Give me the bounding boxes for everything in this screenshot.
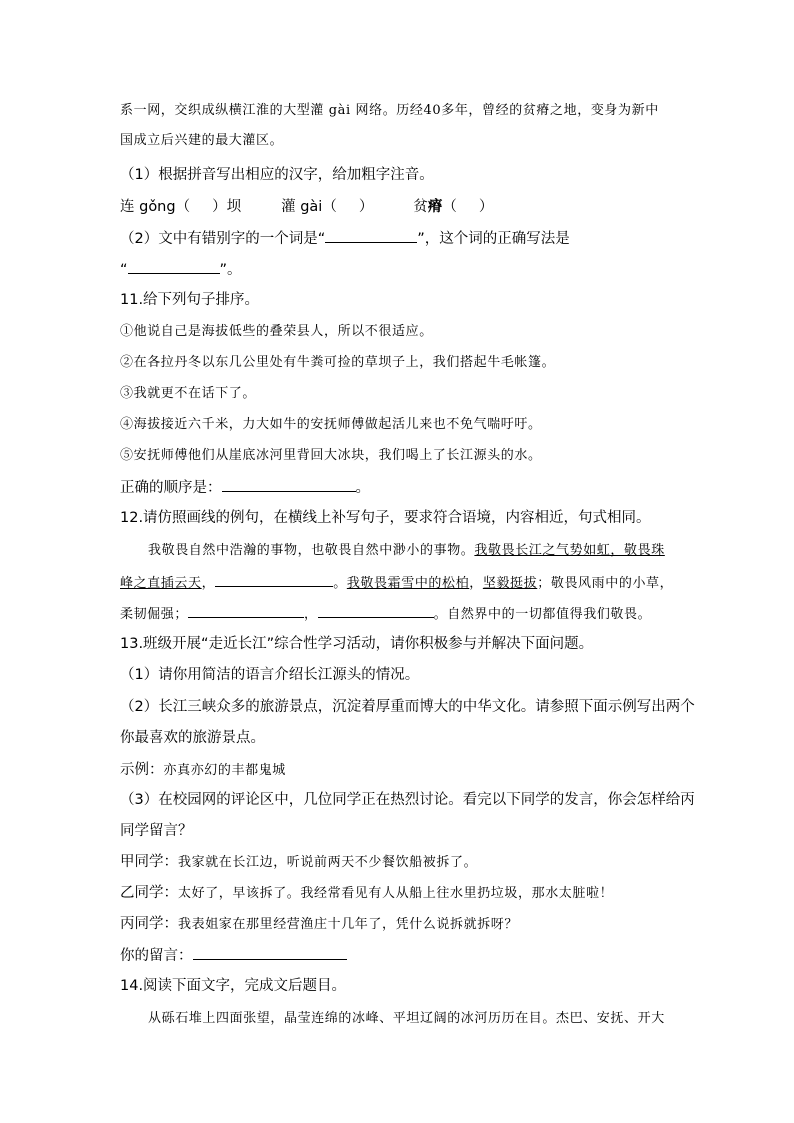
q13-reply-row xyxy=(120,945,347,966)
q12-line-1-text: 我敬畏自然中浩瀚的事物，也敬畏自然中渺小的事物。 xyxy=(148,543,475,558)
q11-answer-label: 正确的顺序是： xyxy=(120,480,222,496)
q13-title: 13.班级开展“走近长江”综合性学习活动，请你积极参与并解决下面问题。 xyxy=(120,636,594,652)
q10-sub2-line2-post: ”。 xyxy=(219,262,242,278)
q14-title: 14.阅读下面文字，完成文后题目。 xyxy=(120,978,347,994)
q11-item-3: ③我就更不在话下了。 xyxy=(120,386,257,401)
speaker-label: 乙同学： xyxy=(120,885,178,901)
pinyin-item-3-pre: 贫 xyxy=(413,199,428,215)
q13-speaker-jia xyxy=(120,852,477,873)
q12-line-3-head: 柔韧倔强； xyxy=(120,607,189,622)
q13-example-text: 亦真亦幻的丰都鬼城 xyxy=(163,763,286,778)
period: 。 xyxy=(333,576,347,591)
speaker-label: 丙同学： xyxy=(120,916,178,932)
comma: ， xyxy=(304,607,318,622)
q12-example-underlined-3: 我敬畏霜雪中的松柏 xyxy=(346,576,470,591)
q11-answer-end: 。 xyxy=(355,480,370,496)
pinyin-item-3-mid: （ xyxy=(442,199,457,215)
q12-line-3 xyxy=(120,603,651,625)
comma: ， xyxy=(469,576,483,591)
speaker-text: 我表姐家在那里经营渔庄十几年了，凭什么说拆就拆呀？ xyxy=(178,917,519,932)
answer-blank-order[interactable] xyxy=(222,477,356,492)
q13-example xyxy=(120,760,286,781)
q13-sub3-line-1: （3）在校园网的评论区中，几位同学正在热烈讨论。看完以下同学的发言，你会怎样给丙 xyxy=(120,792,695,808)
q14-paragraph-1: 从砾石堆上四面张望，晶莹连绵的冰峰、平坦辽阔的冰河历历在目。杰巴、安抚、开大 xyxy=(148,1011,665,1026)
answer-blank-imitate-2[interactable] xyxy=(188,603,304,618)
speaker-label: 甲同学： xyxy=(120,854,178,870)
speaker-text: 我家就在长江边，听说前两天不少餐饮船被拆了。 xyxy=(178,855,478,870)
q13-speaker-yi xyxy=(120,883,613,904)
q12-example-underlined-2: 峰之直插云天 xyxy=(120,576,202,591)
q11-item-5: ⑤安抚师傅他们从崖底冰河里背回大冰块，我们喝上了长江源头的水。 xyxy=(120,448,542,463)
pinyin-item-1-pre: 连 gǒng（ xyxy=(120,199,191,215)
q10-sub2-line-2 xyxy=(120,259,242,280)
pinyin-item-3-bold: 瘠 xyxy=(427,199,443,215)
q13-speaker-bing xyxy=(120,914,518,935)
q10-sub2-line-1 xyxy=(120,228,570,249)
pinyin-item-2-pre: 灌 gài（ xyxy=(281,199,337,215)
q11-answer-row xyxy=(120,477,370,498)
q12-example-underlined-4: 坚毅挺拔 xyxy=(482,576,538,591)
answer-blank-imitate-3[interactable] xyxy=(318,603,434,618)
q11-item-2: ②在各拉丹冬以东几公里处有牛粪可捡的草坝子上，我们搭起牛毛帐篷。 xyxy=(120,355,556,370)
q12-line-1 xyxy=(148,541,665,561)
q10-pinyin-row xyxy=(120,197,493,217)
q13-sub1: （1）请你用简洁的语言介绍长江源头的情况。 xyxy=(120,667,420,683)
q11-item-4: ④海拔接近六千米，力大如牛的安抚师傅做起活儿来也不免气喘吁吁。 xyxy=(120,417,542,432)
answer-blank-reply[interactable] xyxy=(193,945,347,960)
q10-sub2-line2-pre: “ xyxy=(120,262,128,278)
q13-sub3-line-2: 同学留言？ xyxy=(120,823,193,839)
q11-title: 11.给下列句子排序。 xyxy=(120,292,260,308)
speaker-text: 太好了，早该拆了。我经常看见有人从船上往水里扔垃圾，那水太脏啦！ xyxy=(178,886,614,901)
q12-line-2-tail: ；敬畏风雨中的小草， xyxy=(537,576,674,591)
answer-blank-imitate-1[interactable] xyxy=(215,572,333,587)
q13-reply-label: 你的留言： xyxy=(120,948,193,964)
answer-blank-wrong-word[interactable] xyxy=(325,228,417,243)
comma: ， xyxy=(201,576,216,591)
q12-title: 12.请仿照画线的例句，在横线上补写句子，要求符合语境，内容相近，句式相同。 xyxy=(120,510,651,526)
q12-line-2 xyxy=(120,572,673,594)
q13-sub2-line-2: 你最喜欢的旅游景点。 xyxy=(120,730,265,746)
q10-sub2-pre: （2）文中有错别字的一个词是“ xyxy=(120,231,326,247)
q11-item-1: ①他说自己是海拔低些的叠荣县人，所以不很适应。 xyxy=(120,324,433,339)
intro-line-1: 系一网，交织成纵横江淮的大型灌 gài 网络。历经40多年，曾经的贫瘠之地，变身为新中 xyxy=(120,103,659,118)
intro-line-2: 国成立后兴建的最大灌区。 xyxy=(120,133,284,148)
q13-example-label: 示例： xyxy=(120,762,164,778)
q12-example-underlined-1: 我敬畏长江之气势如虹，敬畏珠 xyxy=(474,543,665,558)
q10-sub2-post: ”，这个词的正确写法是 xyxy=(417,231,570,247)
pinyin-item-2-post: ） xyxy=(358,199,374,215)
pinyin-item-1-post: ）坝 xyxy=(212,199,242,215)
q12-line-3-tail: 。自然界中的一切都值得我们敬畏。 xyxy=(433,607,652,622)
pinyin-item-3-post: ） xyxy=(478,199,494,215)
q10-sub1: （1）根据拼音写出相应的汉字，给加粗字注音。 xyxy=(120,167,434,183)
answer-blank-correct-word[interactable] xyxy=(128,259,220,274)
q13-sub2-line-1: （2）长江三峡众多的旅游景点，沉淀着厚重而博大的中华文化。请参照下面示例写出两个 xyxy=(120,699,695,715)
